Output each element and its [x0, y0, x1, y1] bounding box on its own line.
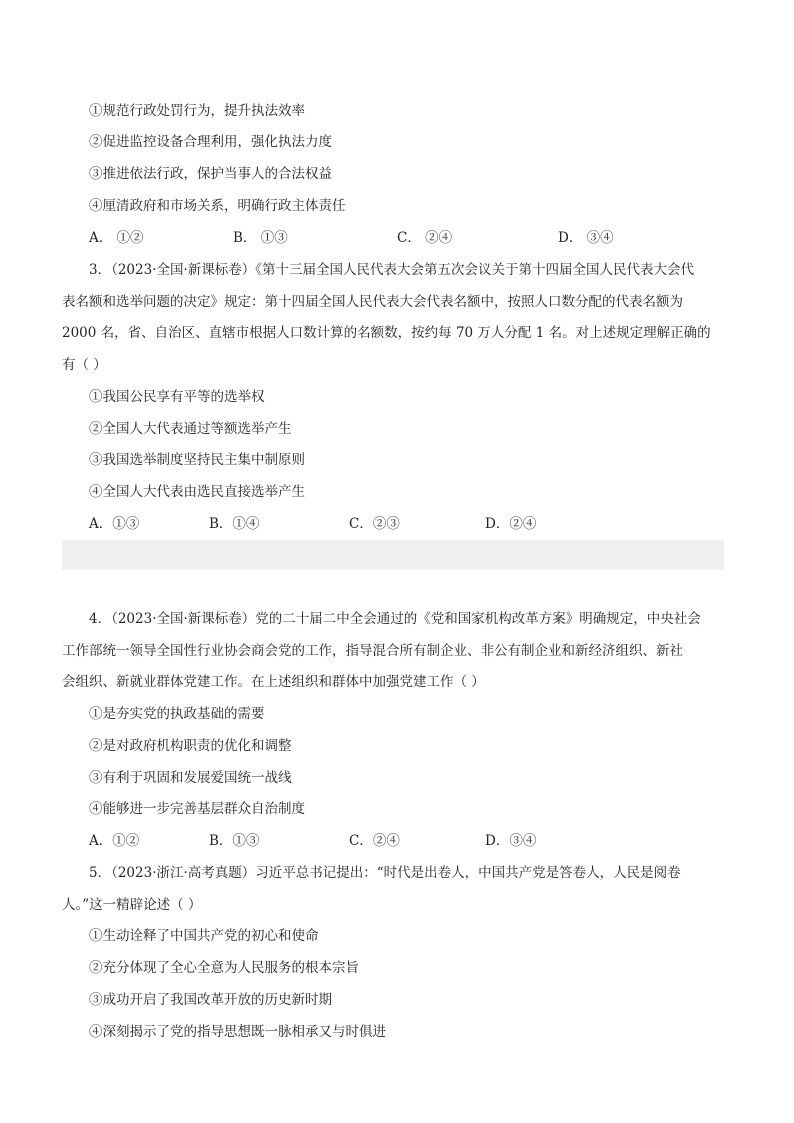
q5-stem-line-1: 5．（2023·浙江·高考真题）习近平总书记提出：“时代是出卷人，中国共产党是答卷人，人民是阅卷 [89, 865, 681, 881]
q4-option-1: ①是夯实党的执政基础的需要 [89, 706, 265, 722]
section-divider-band [62, 540, 724, 570]
q4-choice-c: C．②④ [349, 833, 400, 849]
q2-option-3: ③推进依法行政，保护当事人的合法权益 [89, 166, 332, 182]
q4-choice-d: D．③④ [485, 833, 537, 849]
q5-option-1: ①生动诠释了中国共产党的初心和使命 [89, 928, 319, 944]
q3-option-1: ①我国公民享有平等的选举权 [89, 389, 265, 405]
q5-stem-line-2: 人。”这一精辟论述（ ） [62, 897, 202, 913]
q3-choice-d: D．②④ [485, 516, 537, 532]
q3-stem-line-4: 有（ ） [62, 357, 107, 373]
q4-choice-b: B．①③ [209, 833, 260, 849]
q2-choice-b: B． ①③ [233, 230, 288, 246]
q5-option-4: ④深刻揭示了党的指导思想既一脉相承又与时俱进 [89, 1024, 386, 1040]
q4-stem-line-3: 会组织、新就业群体党建工作。在上述组织和群体中加强党建工作（ ） [62, 674, 485, 690]
q2-option-1: ①规范行政处罚行为，提升执法效率 [89, 103, 305, 119]
q2-choice-d: D． ③④ [558, 230, 614, 246]
q3-choice-a: A．①③ [89, 516, 140, 532]
q3-stem-line-1: 3．（2023·全国·新课标卷）《第十三届全国人民代表大会第五次会议关于第十四届全国人民代表大会代 [89, 262, 695, 278]
q3-choice-b: B．①④ [209, 516, 260, 532]
q4-option-4: ④能够进一步完善基层群众自治制度 [89, 801, 305, 817]
q4-choice-a: A．①② [89, 833, 140, 849]
q2-choice-c: C． ②④ [397, 230, 453, 246]
q3-option-3: ③我国选举制度坚持民主集中制原则 [89, 452, 305, 468]
q2-option-2: ②促进监控设备合理利用，强化执法力度 [89, 134, 332, 150]
q3-option-2: ②全国人大代表通过等额选举产生 [89, 421, 292, 437]
q4-stem-line-1: 4．（2023·全国·新课标卷）党的二十届二中全会通过的《党和国家机构改革方案》明确规定，中央社会 [89, 611, 701, 627]
q5-option-3: ③成功开启了我国改革开放的历史新时期 [89, 992, 332, 1008]
q2-option-4: ④厘清政府和市场关系，明确行政主体责任 [89, 198, 346, 214]
q3-stem-line-2: 表名额和选举问题的决定》规定：第十四届全国人民代表大会代表名额中，按照人口数分配的代表名额为 [62, 294, 683, 310]
q3-choice-c: C．②③ [349, 516, 400, 532]
q5-option-2: ②充分体现了全心全意为人民服务的根本宗旨 [89, 960, 359, 976]
q3-stem-line-3: 2000 名，省、自治区、直辖市根据人口数计算的名额数，按约每 70 万人分配 1 名。对上述规定理解正确的 [62, 325, 711, 341]
q2-choice-a: A． ①② [89, 230, 144, 246]
q4-option-2: ②是对政府机构职责的优化和调整 [89, 738, 292, 754]
q4-stem-line-2: 工作部统一领导全国性行业协会商会党的工作，指导混合所有制企业、非公有制企业和新经济组织、新社 [62, 643, 683, 659]
q4-option-3: ③有利于巩固和发展爱国统一战线 [89, 770, 292, 786]
q3-option-4: ④全国人大代表由选民直接选举产生 [89, 484, 305, 500]
